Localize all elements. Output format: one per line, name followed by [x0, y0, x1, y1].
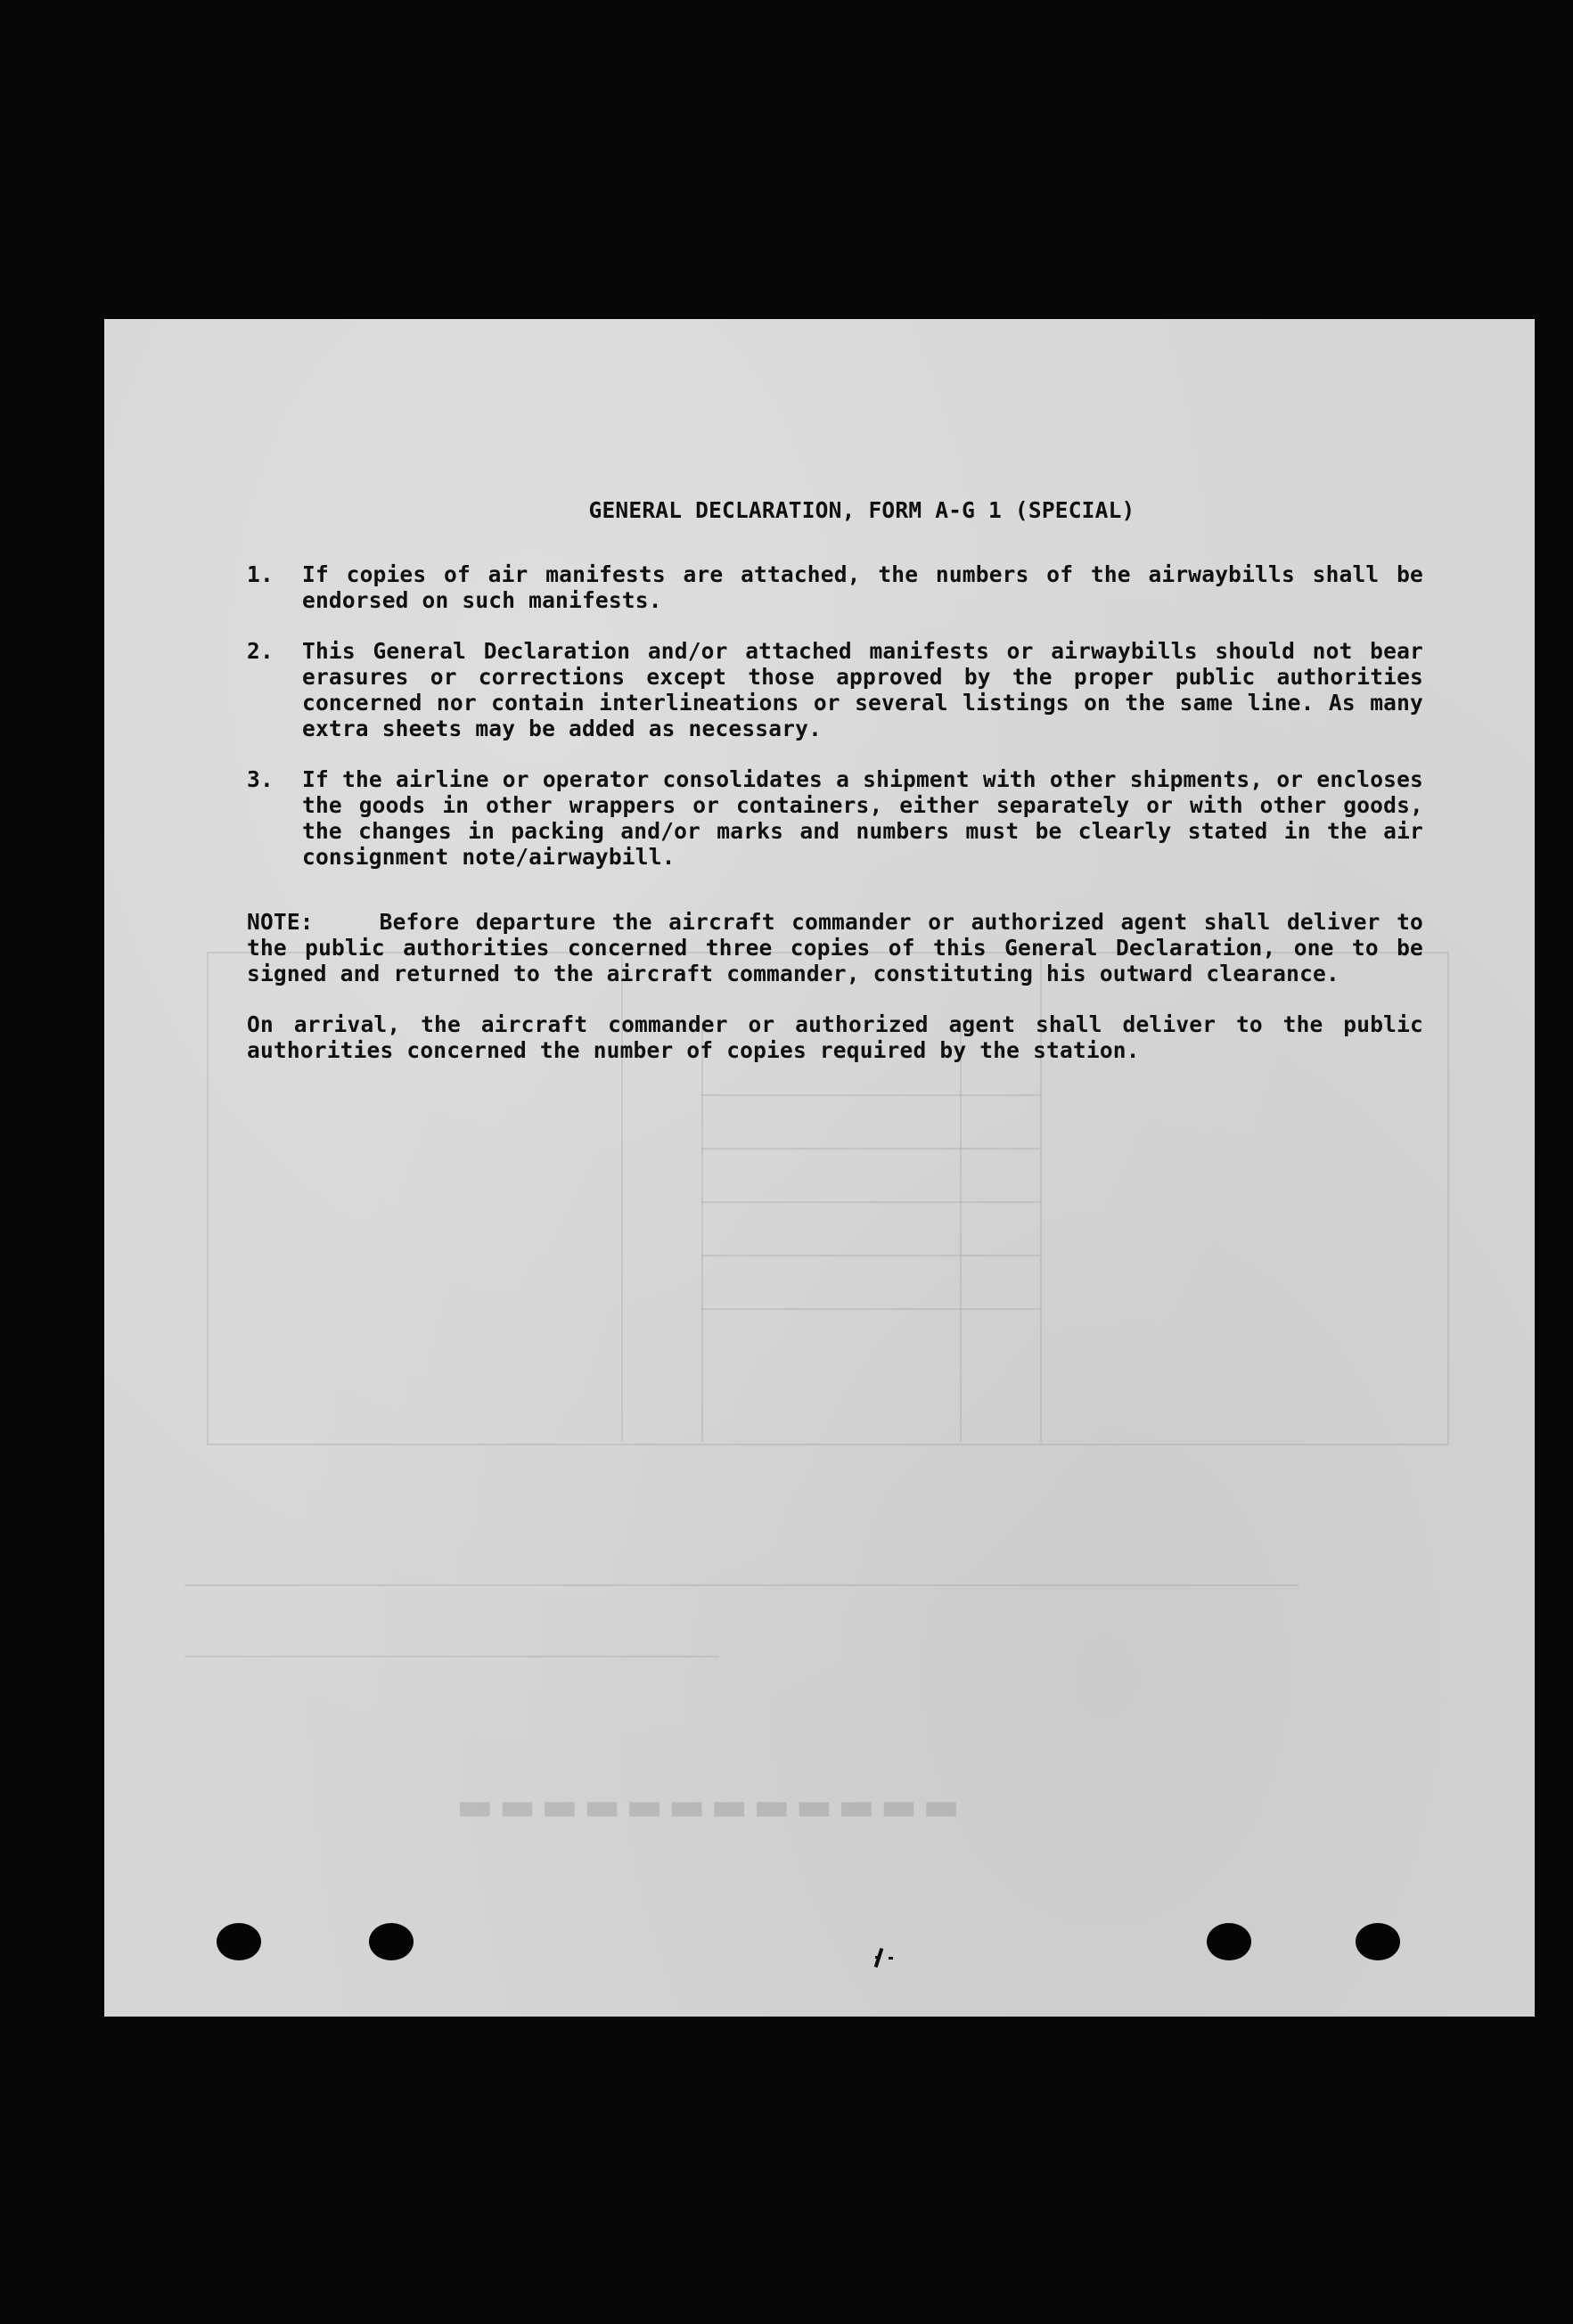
- bleed-through-rule: [701, 1308, 1040, 1310]
- declaration-text: [247, 497, 1437, 1063]
- arrival-paragraph: On arrival, the aircraft commander or authorized agent shall deliver to the public authorities concerned the number of copies required by the station.: [247, 1011, 1423, 1063]
- punch-hole: [369, 1923, 414, 1960]
- bleed-through-rule: [701, 1023, 703, 1442]
- bleed-through-rule: [701, 1201, 1040, 1203]
- item-text: This General Declaration and/or attached manifests or airwaybills should not bear erasures or corrections except those approved by the proper public authorities concerned nor contain interlineations or several listings on the same line. As many extra sheets may be added as necessary.: [302, 638, 1423, 741]
- list-item: [247, 766, 1423, 870]
- punch-hole: [217, 1923, 261, 1960]
- bleed-through-rule: [184, 1656, 719, 1657]
- item-text: If the airline or operator consolidates a shipment with other shipments, or encloses the goods in other wrappers or containers, either separately or with other goods, the changes in packing and/or marks and numbers must be clearly stated in the air consignment note/airwaybill.: [302, 766, 1423, 870]
- bleed-through-rule: [701, 1148, 1040, 1150]
- item-number: 2.: [247, 638, 274, 664]
- bleed-through-rule: [701, 1255, 1040, 1256]
- list-item: [247, 561, 1423, 613]
- page-title: GENERAL DECLARATION, FORM A-G 1 (SPECIAL): [588, 497, 1135, 523]
- item-number: 1.: [247, 561, 274, 587]
- document-sheet: [104, 319, 1535, 2017]
- item-text: If copies of air manifests are attached, the numbers of the airwaybills shall be endorsed on such manifests.: [302, 561, 1423, 613]
- bleed-through-rule: [960, 1023, 962, 1442]
- note-paragraph: NOTE: Before departure the aircraft commander or authorized agent shall deliver to the public authorities concerned three copies of this General Declaration, one to be signed and returned to the aircraft commander, constituting his outward clearance.: [247, 909, 1437, 986]
- punch-hole: [1207, 1923, 1251, 1960]
- bleed-through-heading: ▬▬▬▬▬▬▬▬▬▬▬▬: [456, 1789, 965, 1835]
- bleed-through-rule: [701, 1094, 1040, 1096]
- punch-hole: [1356, 1923, 1400, 1960]
- bleed-through-rule: [184, 1584, 1299, 1586]
- list-item: [247, 638, 1423, 741]
- stray-mark: [889, 1957, 893, 1960]
- item-number: 3.: [247, 766, 274, 792]
